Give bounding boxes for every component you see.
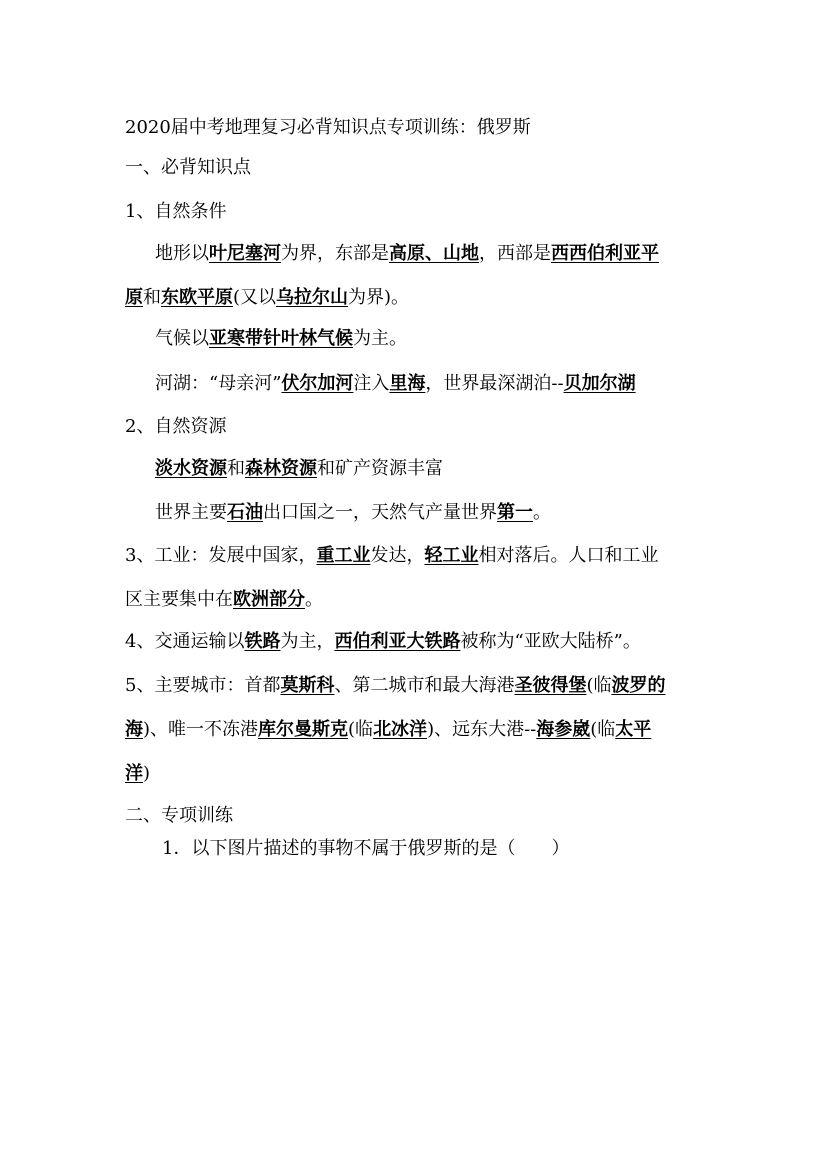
keyword: 库尔曼斯克	[258, 719, 349, 740]
keyword: 重工业	[316, 545, 371, 566]
keyword: 贝加尔湖	[563, 373, 636, 394]
keyword: 太平	[615, 719, 652, 740]
cities-line-1	[125, 674, 705, 700]
keyword: 铁路	[244, 631, 281, 652]
text: 气候以	[155, 328, 209, 349]
keyword: 洋	[125, 763, 143, 784]
text: (临	[348, 719, 374, 740]
text: 。	[533, 502, 551, 523]
text: ，西部是	[479, 243, 551, 264]
terrain-line-2	[125, 286, 705, 312]
keyword: 圣彼得堡	[514, 675, 587, 696]
text: 5、主要城市：首都	[125, 675, 281, 696]
text: (又以	[233, 287, 277, 308]
text: 3、工业：发展中国家，	[125, 545, 317, 566]
keyword: 欧洲部分	[233, 589, 305, 610]
text: 。	[305, 589, 323, 610]
industry-line-1	[125, 544, 705, 570]
text: 和矿产资源丰富	[317, 458, 443, 479]
text: 区主要集中在	[125, 589, 233, 610]
text: 4、交通运输以	[125, 631, 245, 652]
keyword: 石油	[227, 502, 263, 523]
text: )、远东大港--	[427, 719, 537, 740]
oil-line	[155, 501, 735, 527]
text: 为界，东部是	[281, 243, 389, 264]
text: 发达，	[370, 545, 425, 566]
keyword: 西伯利亚大铁路	[334, 631, 461, 652]
resources-line	[155, 457, 735, 483]
text: 和	[143, 287, 161, 308]
cities-line-3	[125, 762, 705, 788]
page-title: 2020届中考地理复习必背知识点专项训练：俄罗斯	[125, 117, 531, 138]
text: (临	[586, 675, 612, 696]
keyword: 亚寒带针叶林气候	[209, 328, 353, 349]
text: (临	[590, 719, 616, 740]
text: ，世界最深湖泊--	[425, 373, 564, 394]
keyword: 海参崴	[536, 719, 591, 740]
text: 出口国之一，天然气产量世界	[263, 502, 497, 523]
text: 被称为“亚欧大陆桥”。	[460, 631, 641, 652]
keyword: 淡水资源	[155, 458, 227, 479]
climate-line	[155, 327, 735, 353]
keyword: 原	[125, 287, 143, 308]
section-heading-practice: 二、专项训练	[125, 805, 233, 826]
section-heading-knowledge: 一、必背知识点	[125, 157, 251, 178]
cities-line-2	[125, 718, 705, 744]
transport-line	[125, 630, 705, 656]
keyword: 乌拉尔山	[276, 287, 349, 308]
keyword: 波罗的	[611, 675, 666, 696]
keyword: 森林资源	[245, 458, 317, 479]
text: 为主，	[280, 631, 335, 652]
keyword: 西西伯利亚平	[551, 243, 659, 264]
text: 为界)。	[348, 287, 410, 308]
text: 为主。	[353, 328, 407, 349]
keyword: 北冰洋	[373, 719, 428, 740]
keyword: 莫斯科	[280, 675, 335, 696]
keyword: 第一	[497, 502, 533, 523]
heading-natural-resources: 2、自然资源	[125, 416, 227, 437]
text: 注入	[353, 373, 390, 394]
keyword: 伏尔加河	[281, 373, 354, 394]
text: )、唯一不冻港	[143, 719, 259, 740]
keyword: 叶尼塞河	[209, 243, 281, 264]
keyword: 海	[125, 719, 143, 740]
keyword: 里海	[389, 373, 426, 394]
text: 河湖：“母亲河”	[155, 373, 282, 394]
keyword: 高原、山地	[389, 243, 479, 264]
industry-line-2	[125, 588, 705, 614]
rivers-line	[155, 372, 735, 398]
text: 和	[227, 458, 245, 479]
text: 世界主要	[155, 502, 227, 523]
question-1: 1．以下图片描述的事物不属于俄罗斯的是（ ）	[162, 838, 570, 859]
keyword: 东欧平原	[161, 287, 233, 308]
heading-natural-conditions: 1、自然条件	[125, 201, 227, 222]
text: )	[143, 763, 151, 784]
text: 、第二城市和最大海港	[334, 675, 515, 696]
text: 相对落后。人口和工业	[478, 545, 659, 566]
terrain-line-1	[155, 242, 735, 268]
keyword: 轻工业	[424, 545, 479, 566]
text: 地形以	[155, 243, 209, 264]
